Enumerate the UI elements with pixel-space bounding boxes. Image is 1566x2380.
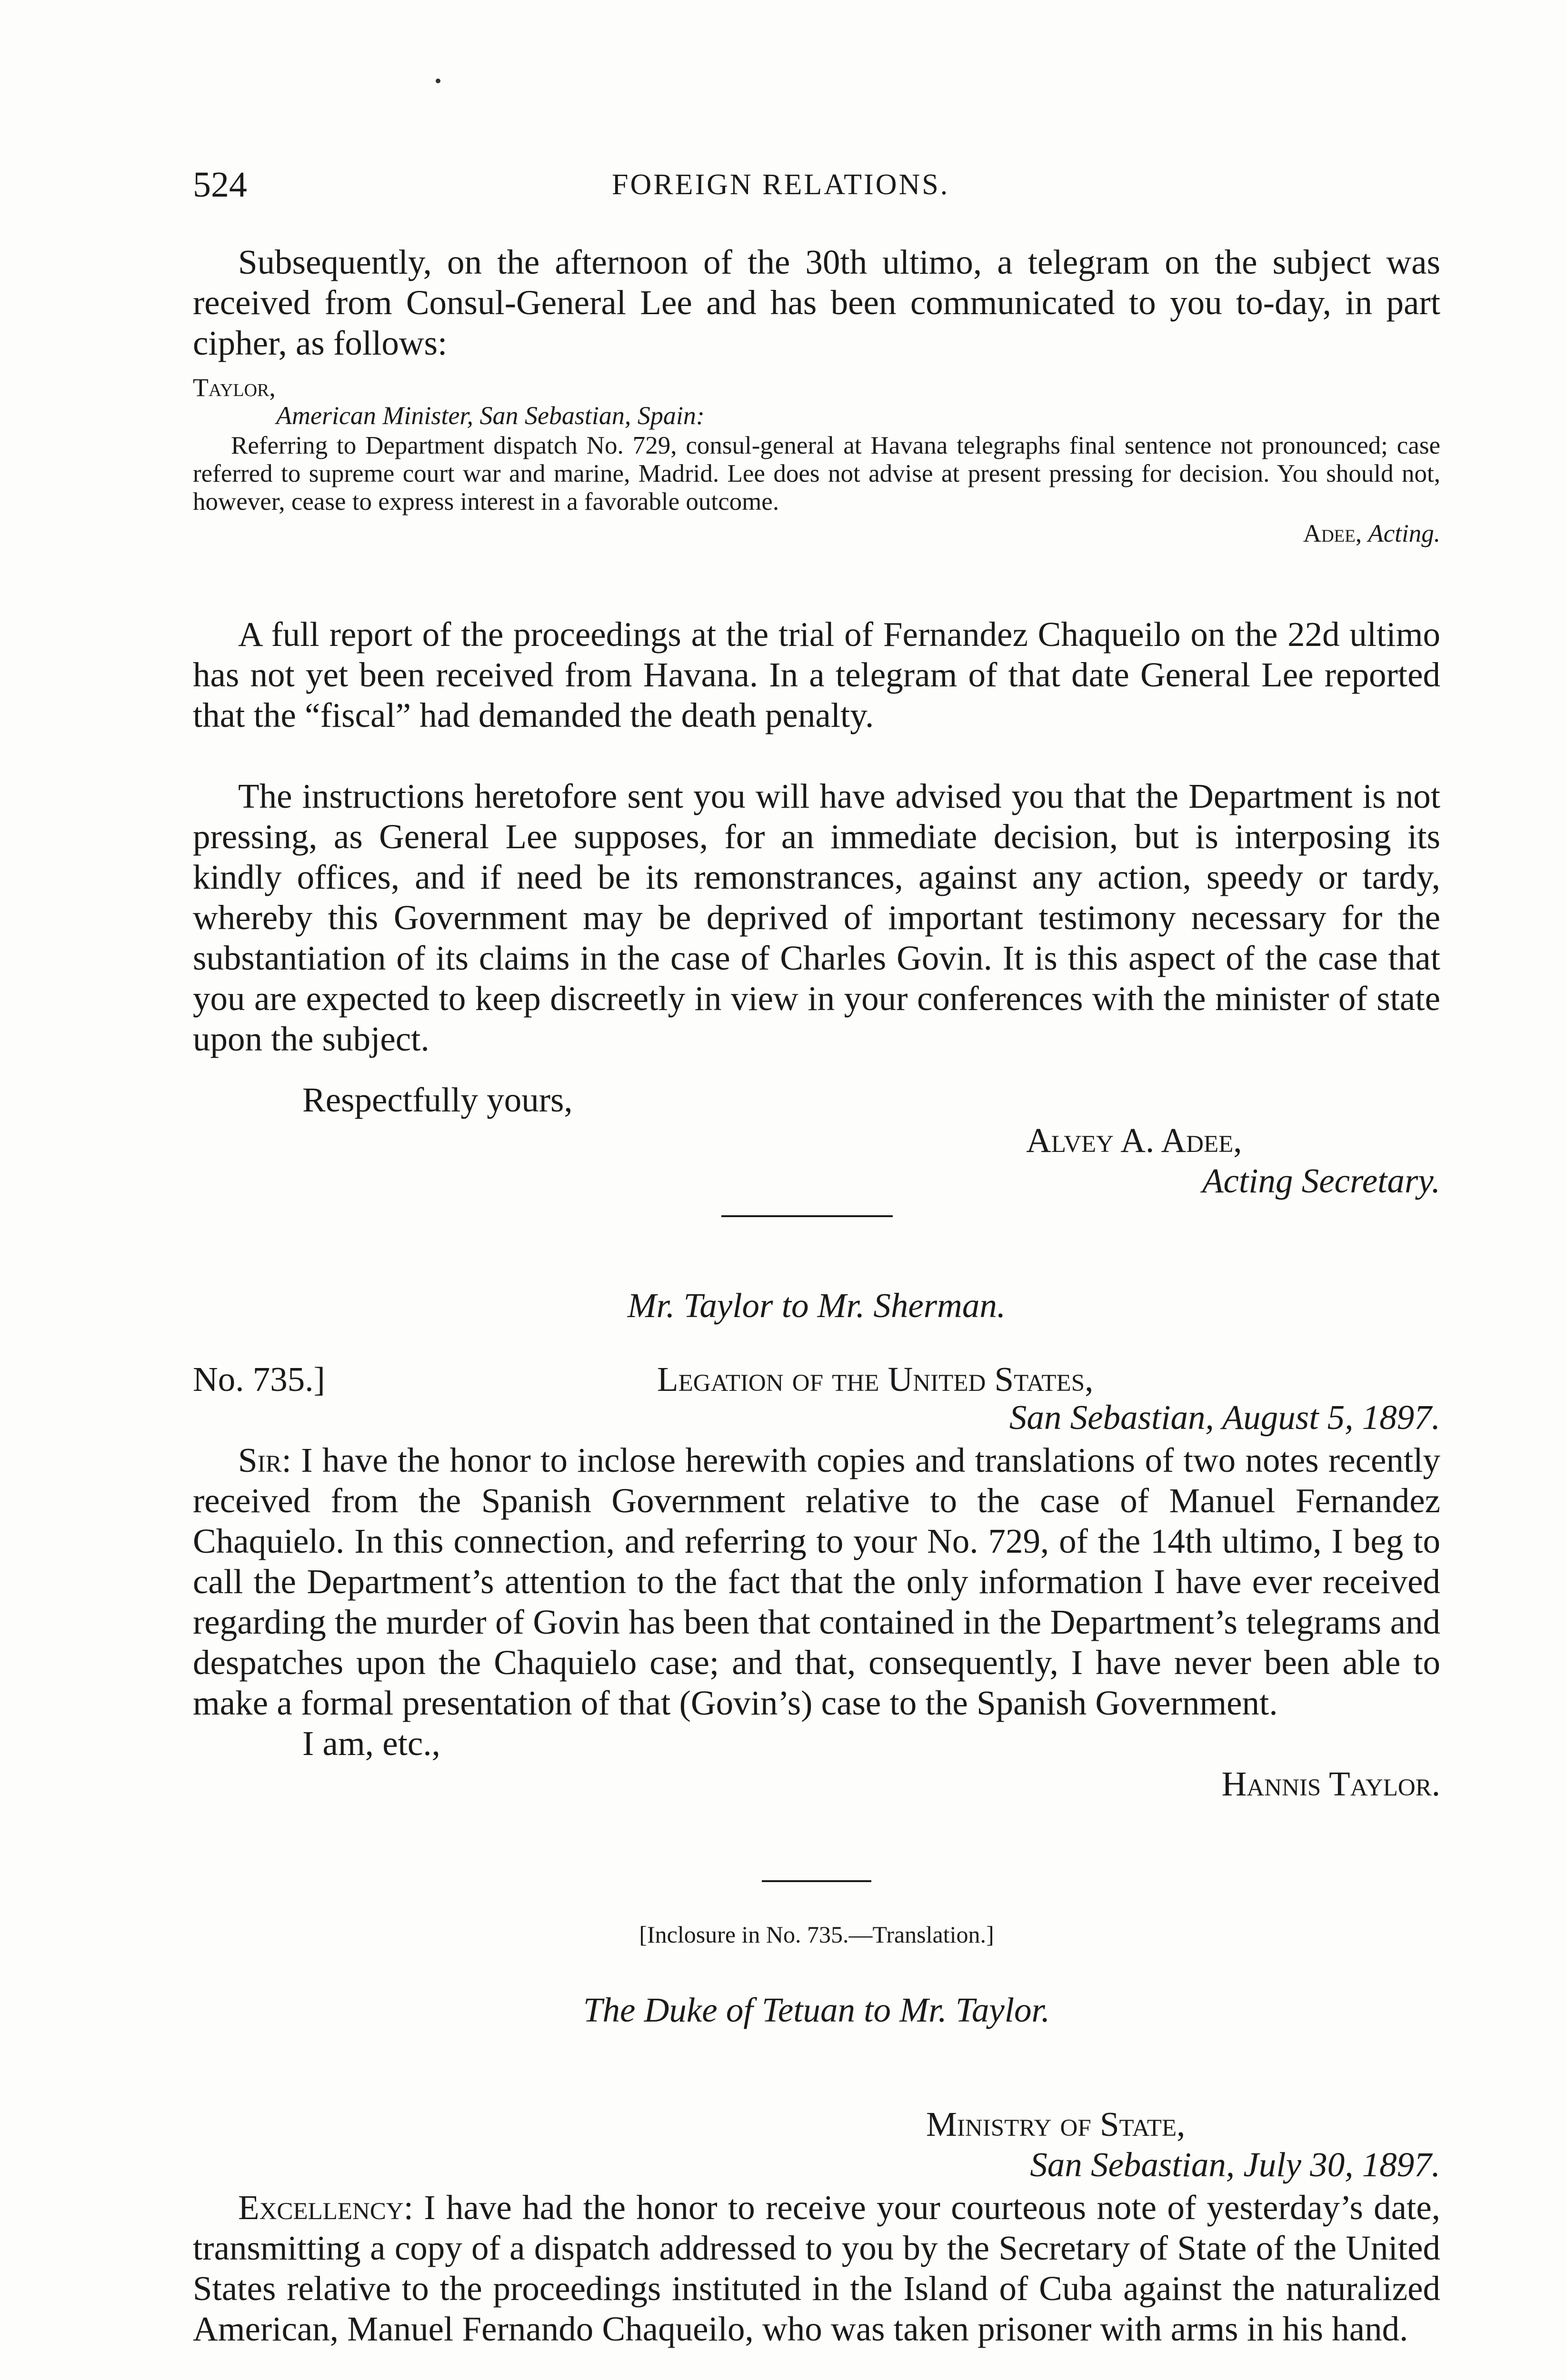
- letter-date: San Sebastian, August 5, 1897.: [1009, 1398, 1440, 1437]
- inclosure-salutation: Excellency:: [238, 2188, 414, 2227]
- inclosure-heading: The Duke of Tetuan to Mr. Taylor.: [583, 1991, 1050, 2029]
- section-divider-2: [762, 1880, 871, 1882]
- legation-place: Legation of the United States,: [657, 1360, 1094, 1398]
- intro-paragraph: Subsequently, on the afternoon of the 30th ultimo, a telegram on the subject was received from Consul-General Lee and has been communicated to you to-day, in part cipher, as follows:: [193, 243, 1440, 362]
- report-paragraph: A full report of the proceedings at the trial of Fernandez Chaqueilo on the 22d ultimo has not yet been received from Havana. In a telegram of that date General Lee reported that the “fiscal” had demanded the death penalty.: [193, 615, 1440, 734]
- page-header: [193, 164, 1440, 207]
- telegram-address-line: American Minister, San Sebastian, Spain:: [276, 401, 705, 430]
- letter-signature: Hannis Taylor.: [1221, 1765, 1440, 1803]
- section-divider: [721, 1215, 893, 1217]
- instructions-paragraph: The instructions heretofore sent you will have advised you that the Department is not pressing, as General Lee supposes, for an immediate decision, but is interposing its kindly offices, and if need be its remonstrances, against any action, speedy or tardy, whereby this Government may be deprived of important testimony necessary for the substantiation of its claims in the case of Charles Govin. It is this aspect of the case that you are expected to keep discreetly in view in your conferences with the minister of state upon the subject.: [193, 777, 1440, 1058]
- inclosure-note: [Inclosure in No. 735.—Translation.]: [639, 1921, 994, 1948]
- letter-body: Sir: I have the honor to inclose herewith copies and translations of two notes recently received from the Spanish Government relative to the case of Manuel Fernandez Chaquielo. In this connection, and referring to your No. 729, of the 14th ultimo, I beg to call the Department’s attention to the fact that the only information I have ever received regarding the murder of Govin has been that contained in the Department’s telegrams and despatches upon the Chaquielo case; and that, consequently, I have never been able to make a formal presentation of that (Govin’s) case to the Spanish Government. I am, etc., Hannis Taylor.: [193, 1441, 1441, 1803]
- scan-speck: [436, 79, 440, 83]
- salutation: Sir:: [238, 1441, 291, 1479]
- telegram-signature: Adee, Acting.: [1303, 520, 1440, 547]
- telegram-block: [193, 374, 1440, 548]
- ministry-block: [193, 2104, 1440, 2185]
- closing-block: [193, 1080, 1440, 1201]
- signature-title: Acting Secretary.: [1202, 1161, 1440, 1200]
- closing-line: Respectfully yours,: [302, 1081, 573, 1119]
- legation-line: [193, 1359, 1440, 1402]
- signature-name: Alvey A. Adee,: [1026, 1121, 1242, 1160]
- telegram-body: Referring to Department dispatch No. 729, consul-general at Havana telegraphs final sentence not pronounced; case referred to supreme court war and marine, Madrid. Lee does not advise at present pressing for decision. You should not, however, cease to express interest in a favorable outcome.: [193, 432, 1440, 516]
- running-head: FOREIGN RELATIONS.: [612, 169, 950, 201]
- ministry-date: San Sebastian, July 30, 1897.: [1030, 2145, 1440, 2184]
- inclosure-body: Excellency: I have had the honor to receive your courteous note of yesterday’s date, transmitting a copy of a dispatch addressed to you by the Secretary of State of the United States relative to the proceedings instituted in the Island of Cuba against the naturalized American, Manuel Fernando Chaqueilo, who was taken prisoner with arms in his hand.: [193, 2188, 1441, 2348]
- page-number: 524: [193, 165, 247, 205]
- ministry-place: Ministry of State,: [926, 2105, 1186, 2143]
- dispatch-number: No. 735.]: [193, 1360, 325, 1398]
- telegram-addressee: Taylor,: [193, 373, 276, 402]
- letter-heading: Mr. Taylor to Mr. Sherman.: [627, 1286, 1006, 1325]
- letter-closing: I am, etc.,: [302, 1724, 440, 1763]
